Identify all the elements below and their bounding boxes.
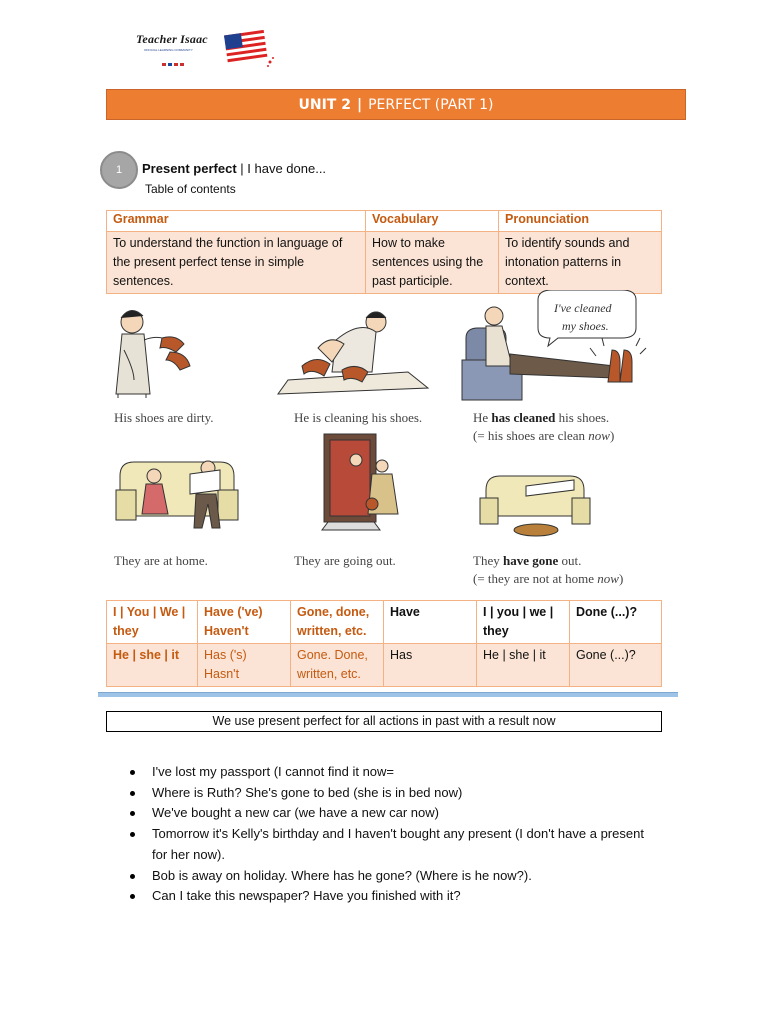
svg-text:my shoes.: my shoes. [562, 319, 609, 333]
list-item [126, 824, 656, 865]
list-item [126, 783, 656, 804]
illustration-panel [106, 290, 662, 588]
verb-forms-table [106, 600, 662, 687]
toc-label: Table of contents [145, 182, 236, 196]
question-subject-cell: He | she | it [477, 644, 570, 687]
forms-row-singular [107, 644, 662, 687]
unit-title-bar [106, 89, 686, 120]
caption-cleaning-shoes: He is cleaning his shoes. [294, 410, 423, 425]
caption-going-out: They are going out. [294, 553, 396, 568]
example-text: Bob is away on holiday. Where has he gone? (Where is he now?). [152, 867, 532, 883]
social-icons [162, 53, 186, 71]
svg-text:I've cleaned: I've cleaned [554, 301, 612, 315]
vocabulary-cell: How to make sentences using the past participle. [366, 232, 499, 294]
caption-at-home: They are at home. [114, 553, 208, 568]
forms-row-plural [107, 601, 662, 644]
couple-going-out-picture [322, 434, 398, 530]
rule-box: We use present perfect for all actions in past with a result now [106, 711, 662, 732]
unit-label: UNIT 2 [298, 96, 351, 113]
caption-shoes-dirty: His shoes are dirty. [114, 410, 214, 425]
bullet-icon [130, 791, 135, 796]
example-text: I've lost my passport (I cannot find it now= [152, 764, 395, 779]
list-item [126, 866, 656, 887]
caption-has-cleaned: He has cleaned his shoes. [473, 410, 610, 425]
section-number: 1 [115, 164, 123, 176]
list-item [126, 886, 656, 907]
auxiliary-cell: Have ('ve) Haven't [198, 601, 291, 644]
section-divider [98, 692, 678, 697]
vocabulary-header: Vocabulary [366, 211, 499, 232]
example-text: Tomorrow it's Kelly's birthday and I haven't bought any present (I don't have a present for her now). [152, 826, 644, 862]
question-participle-cell: Done (...)? [570, 601, 662, 644]
examples-list [126, 762, 656, 907]
question-aux-cell: Have [384, 601, 477, 644]
bullet-icon [130, 894, 135, 899]
subject-cell: He | she | it [107, 644, 198, 687]
question-subject-cell: I | you | we | they [477, 601, 570, 644]
section-number-badge [100, 151, 138, 189]
subject-cell: I | You | We | they [107, 601, 198, 644]
participle-cell: Gone, done, written, etc. [291, 601, 384, 644]
list-item [126, 762, 656, 783]
man-cleaning-shoes-picture [278, 312, 428, 394]
unit-separator: | [356, 96, 363, 113]
contents-row [107, 232, 662, 294]
example-text: Can I take this newspaper? Have you finished with it? [152, 888, 461, 904]
us-flag-icon [224, 28, 276, 68]
grammar-header: Grammar [107, 211, 366, 232]
teacher-isaac-logo [132, 26, 282, 70]
bullet-icon [130, 770, 135, 775]
logo-subtitle: OFFICIAL LEARNING COMMUNITY [144, 48, 193, 52]
bullet-icon [130, 811, 135, 816]
bullet-icon [130, 832, 135, 837]
section-title [142, 161, 326, 176]
caption-have-gone: They have gone out. [473, 553, 582, 568]
bullet-icon [130, 874, 135, 879]
auxiliary-cell: Has ('s) Hasn't [198, 644, 291, 687]
logo-brand: Teacher Isaac [136, 32, 208, 46]
caption-have-gone-note: (= they are not at home now) [473, 571, 624, 586]
man-holding-shoes-picture [116, 310, 190, 398]
contents-header-row [107, 211, 662, 232]
section-title-bold: Present perfect [142, 161, 237, 176]
example-text: We've bought a new car (we have a new car now) [152, 805, 439, 821]
participle-cell: Gone. Done, written, etc. [291, 644, 384, 687]
contents-table [106, 210, 662, 294]
unit-title: PERFECT (PART 1) [368, 96, 494, 113]
empty-sofa-picture [480, 476, 590, 536]
grammar-cell: To understand the function in language of the present perfect tense in simple sentences. [107, 232, 366, 294]
pronunciation-header: Pronunciation [499, 211, 662, 232]
couple-on-sofa-picture [116, 461, 238, 528]
man-relaxing-picture [462, 290, 646, 400]
section-title-rest: | I have done... [236, 161, 327, 176]
list-item [126, 803, 656, 824]
caption-has-cleaned-note: (= his shoes are clean now) [473, 428, 615, 443]
question-aux-cell: Has [384, 644, 477, 687]
pronunciation-cell: To identify sounds and intonation patterns in context. [499, 232, 662, 294]
question-participle-cell: Gone (...)? [570, 644, 662, 687]
example-text: Where is Ruth? She's gone to bed (she is in bed now) [152, 784, 463, 800]
